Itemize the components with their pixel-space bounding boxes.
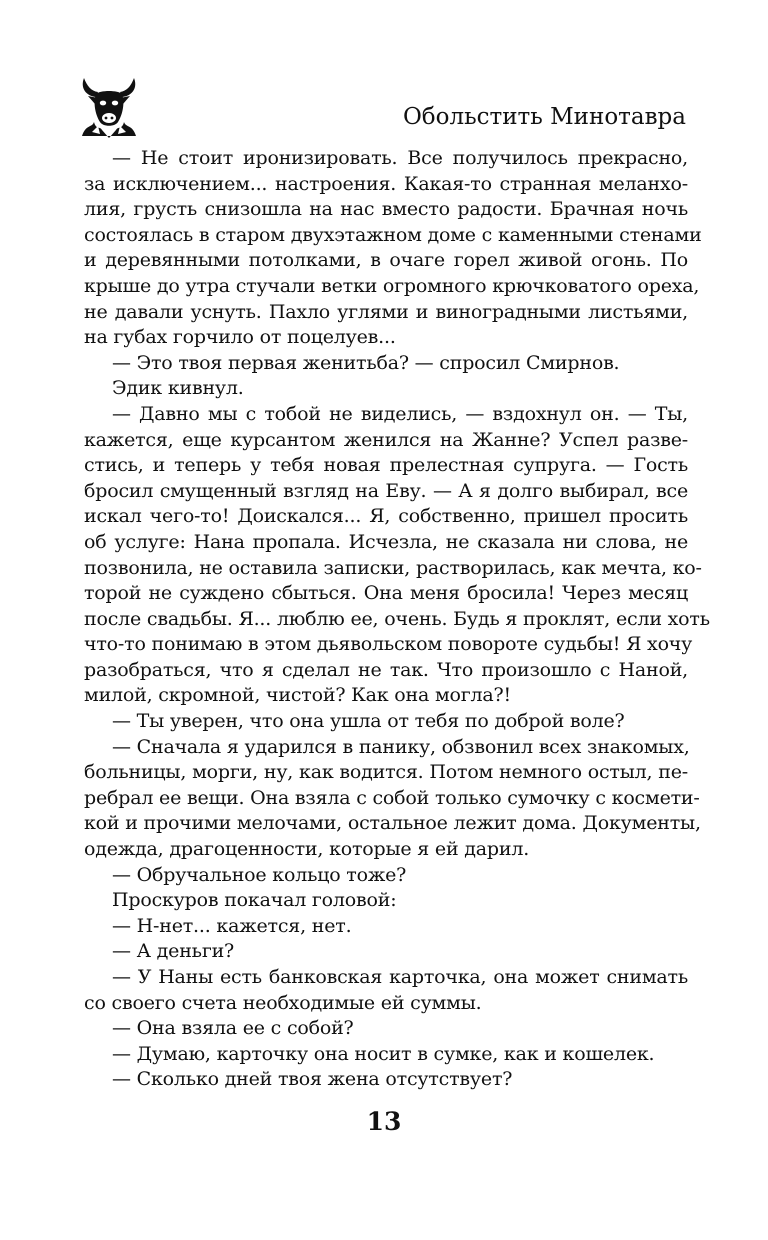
text-line: — У Наны есть банковская карточка, она может снимать (112, 966, 688, 988)
text-line: кой и прочими мелочами, остальное лежит дома. Документы, (84, 812, 701, 835)
text-line: милой, скромной, чистой? Как она могла?! (84, 684, 511, 707)
text-line: крыше до утра стучали ветки огромного крючковатого ореха, (84, 274, 700, 297)
text-line: — Обручальное кольцо тоже? (112, 863, 407, 886)
text-line: об услуге: Нана пропала. Исчезла, не сказала ни слова, не (84, 530, 688, 553)
text-line: одежда, драгоценности, которые я ей дарил. (84, 838, 530, 861)
text-line: за исключением... настроения. Какая-то странная меланхо- (84, 172, 688, 195)
page-number: 13 (366, 1107, 402, 1136)
text-line: кажется, еще курсантом женился на Жанне? Успел разве- (84, 428, 688, 451)
text-line: — А деньги? (112, 940, 235, 963)
text-line: искал чего-то! Доискался... Я, собственно, пришел просить (84, 505, 688, 528)
text-line: Проскуров покачал головой: (112, 889, 397, 912)
text-line: на губах горчило от поцелуев... (84, 326, 396, 349)
text-line: — Она взяла ее с собой? (112, 1017, 354, 1040)
text-line: — Давно мы с тобой не виделись, — вздохнул он. — Ты, (112, 402, 688, 425)
running-title: Обольстить Минотавра (402, 104, 686, 130)
text-line: не давали уснуть. Пахло углями и виноградными листьями, (84, 300, 688, 323)
text-line: торой не суждено сбыться. Она меня бросила! Через месяц (84, 582, 688, 605)
text-line: ребрал ее вещи. Она взяла с собой только сумочку с космети- (84, 786, 700, 809)
text-line: — Сначала я ударился в панику, обзвонил всех знакомых, (112, 735, 690, 758)
text-line: стись, и теперь у тебя новая прелестная супруга. — Гость (84, 454, 688, 477)
text-line: разобраться, что я сделал не так. Что произошло с Наной, (84, 658, 688, 681)
text-line: со своего счета необходимые ей суммы. (84, 991, 482, 1014)
text-line: — Думаю, карточку она носит в сумке, как и кошелек. (112, 1042, 655, 1065)
text-line: — Сколько дней твоя жена отсутствует? (112, 1068, 513, 1091)
text-line: бросил смущенный взгляд на Еву. — А я долго выбирал, все (84, 479, 688, 502)
bull-head-logo-icon (78, 72, 140, 140)
text-line: — Ты уверен, что она ушла от тебя по доброй воле? (112, 710, 625, 733)
text-line: лия, грусть снизошла на нас вместо радости. Брачная ночь (84, 198, 688, 221)
text-line: Эдик кивнул. (112, 377, 244, 400)
text-line: что-то понимаю в этом дьявольском повороте судьбы! Я хочу (84, 633, 693, 656)
text-line: — Не стоит иронизировать. Все получилось прекрасно, (112, 147, 688, 169)
text-line: — Н-нет... кажется, нет. (112, 914, 352, 937)
text-line: состоялась в старом двухэтажном доме с каменными стенами (84, 223, 702, 246)
text-line: больницы, морги, ну, как водится. Потом немного остыл, пе- (84, 761, 688, 784)
body-text (84, 146, 710, 1093)
text-line: — Это твоя первая женитьба? — спросил Смирнов. (112, 351, 620, 374)
text-line: позвонила, не оставила записки, растворилась, как мечта, ко- (84, 556, 702, 579)
text-line: после свадьбы. Я... люблю ее, очень. Будь я проклят, если хоть (84, 607, 710, 630)
text-line: и деревянными потолками, в очаге горел живой огонь. По (84, 249, 688, 272)
